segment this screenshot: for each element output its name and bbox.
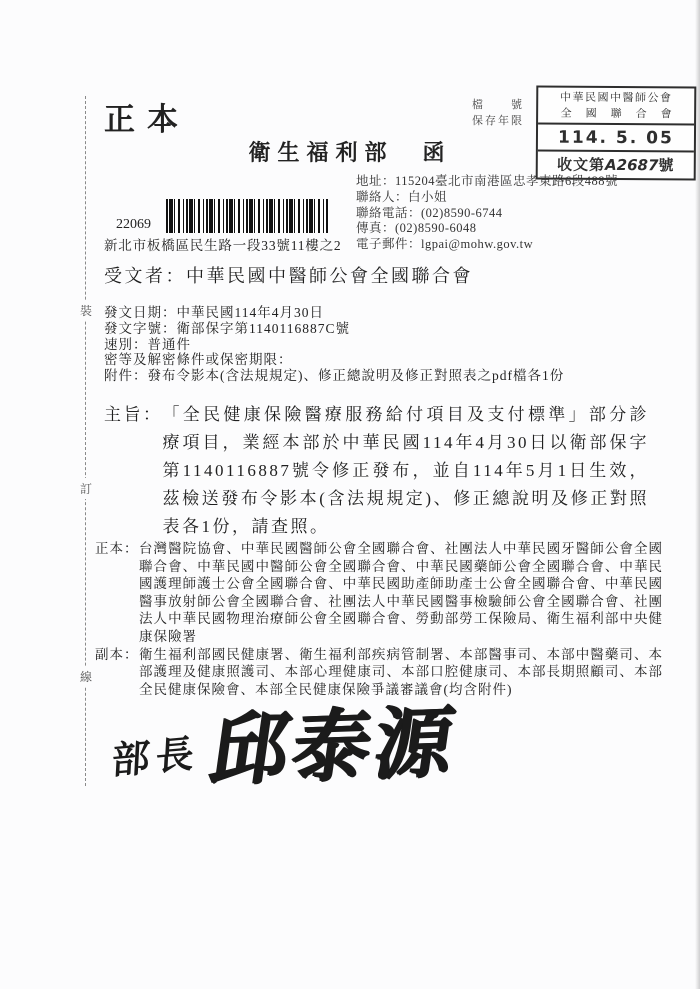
- file-no-label: 檔 號: [472, 99, 524, 111]
- sender-address-line: 地址：115204臺北市南港區忠孝東路6段488號: [356, 174, 619, 188]
- minister-name: 邱泰源: [205, 698, 464, 795]
- binding-mark-xian: 線: [79, 666, 93, 687]
- receipt-stamp: [536, 85, 697, 180]
- stamp-org-line2: 全國聯合會: [560, 107, 686, 121]
- copy-recipients: 衛生福利部國民健康署、衛生福利部疾病管制署、本部醫事司、本部中醫藥司、本部護理及健康照護司、本部心理健康司、本部口腔健康司、本部長期照顧司、本部全民健康保險會、本部全民健康保險爭議審議會(均含附件): [139, 646, 663, 697]
- retention-label: 保存年限: [472, 115, 524, 127]
- copy-label: 副本：: [95, 646, 139, 662]
- distribution-block: [95, 540, 663, 698]
- mailing-address: 新北市板橋區民生路一段33號11樓之2: [104, 238, 342, 253]
- stamp-receipt-number: A2687: [605, 155, 659, 175]
- stamp-receipt-suffix: 號: [658, 158, 675, 175]
- minister-title: 部長: [110, 732, 201, 783]
- sender-fax-line: 傳真：(02)8590-6048: [356, 221, 477, 236]
- issue-date-line: 發文日期：中華民國114年4月30日: [104, 305, 324, 320]
- minister-signature: [98, 684, 464, 796]
- binding-mark-zhuang: 裝: [79, 300, 93, 321]
- recipient-line: 受文者：中華民國中醫師公會全國聯合會: [104, 266, 473, 286]
- postal-code: 22069: [116, 217, 151, 232]
- sender-contact-person-line: 聯絡人：白小姐: [356, 189, 448, 204]
- subject-text: 「全民健康保險醫療服務給付項目及支付標準」部分診療項目，業經本部於中華民國114年4月30日以衛部保字第1140116887號令修正發布，並自114年5月1日生效，茲檢送發布令影本(含法規規定)、修正總說明及修正對照表各1份，請查照。: [162, 405, 649, 536]
- mailing-barcode: [166, 199, 329, 233]
- sender-phone-line: 聯絡電話：(02)8590-6744: [356, 205, 503, 220]
- sender-email-line: 電子郵件：lgpai@mohw.gov.tw: [356, 237, 534, 252]
- speed-line: 速別：普通件: [104, 336, 191, 352]
- binding-mark-ding: 訂: [79, 478, 93, 499]
- subject-label: 主旨：: [104, 405, 163, 424]
- attachment-line: 附件：發布令影本(含法規規定)、修正總說明及修正對照表之pdf檔各1份: [104, 368, 565, 384]
- stamp-receipt-prefix: 收文第: [557, 157, 606, 174]
- original-label: 正本：: [95, 541, 139, 556]
- copy-type-label: 正本: [104, 102, 190, 137]
- file-header-labels: [472, 97, 530, 129]
- stamp-org-line1: 中華民國中醫師公會: [559, 91, 673, 105]
- stamp-date: 114. 5. 05: [538, 124, 694, 152]
- original-recipients-row: [95, 540, 663, 646]
- original-recipients: 台灣醫院協會、中華民國醫師公會全國聯合會、社團法人中華民國牙醫師公會全國聯合會、中華民國中醫師公會全國聯合會、中華民國藥師公會全國聯合會、中華民國護理師護士公會全國聯合會、中華民國助產師助產士公會全國聯合會、中華民國醫事放射師公會全國聯合會、社團法人中華民國醫事檢驗師公會全國聯合會、社團法人中華民國物理治療師公會全國聯合會、勞動部勞工保險局、衛生福利部中央健康保險署: [139, 541, 663, 644]
- stamp-organization: [538, 87, 694, 125]
- doc-number-line: 發文字號：衛部保字第1140116887C號: [104, 320, 351, 336]
- meta-block: [104, 305, 564, 384]
- sender-contact-block: [356, 174, 618, 253]
- document-title: 衛生福利部 函: [248, 140, 452, 165]
- subject-block: [104, 401, 649, 541]
- secrecy-line: 密等及解密條件或保密期限：: [104, 352, 293, 368]
- scan-edge-shadow: [695, 0, 700, 989]
